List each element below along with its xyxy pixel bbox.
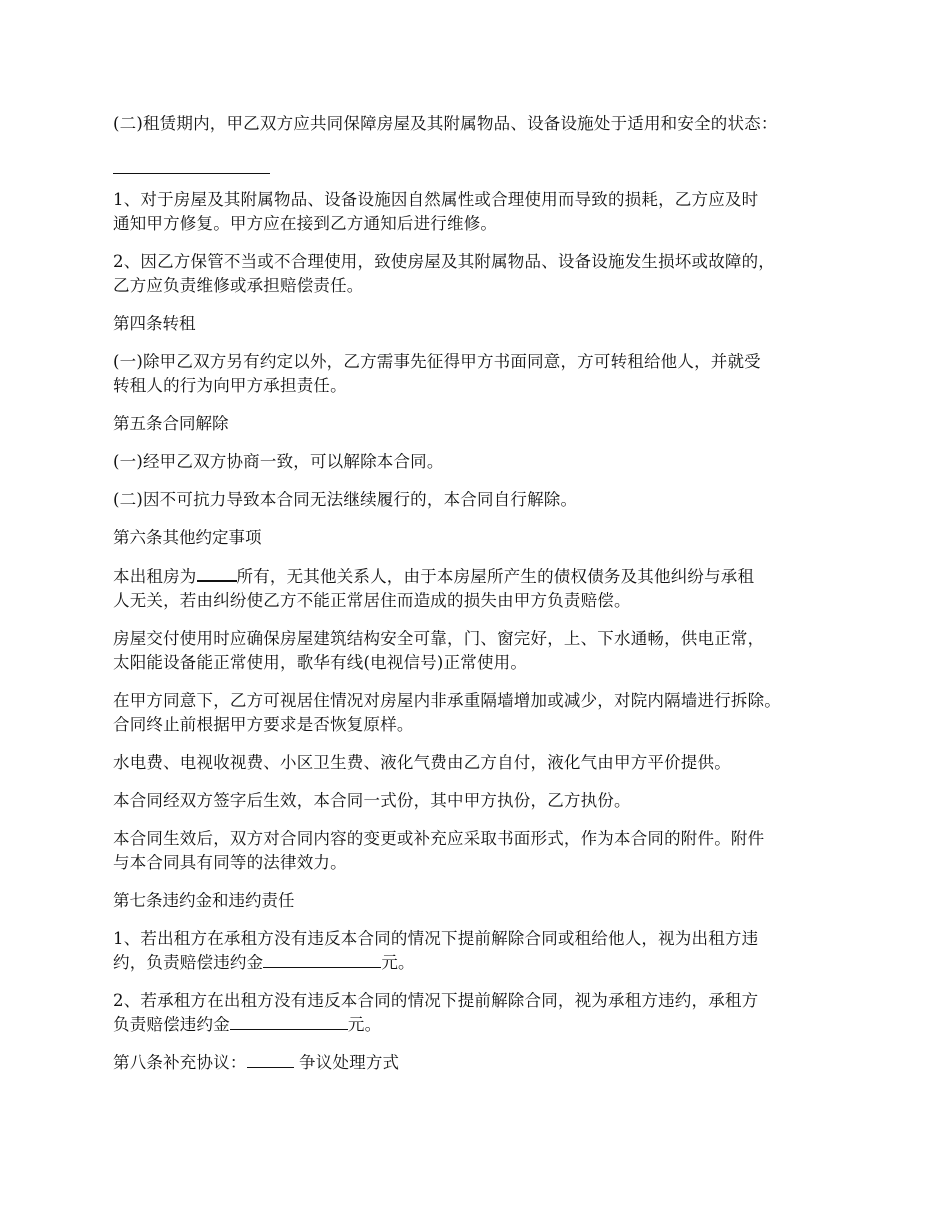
text-line: 本合同生效后，双方对合同内容的变更或补充应采取书面形式，作为本合同的附件。附件: [113, 829, 765, 848]
text-line: 房屋交付使用时应确保房屋建筑结构安全可靠，门、窗完好，上、下水通畅，供电正常，: [113, 629, 765, 648]
text-line: (一)除甲乙双方另有约定以外，乙方需事先征得甲方书面同意，方可转租给他人，并就受: [113, 352, 761, 371]
text-segment: 约，负责赔偿违约金: [113, 953, 264, 972]
text-line: 2、因乙方保管不当或不合理使用，致使房屋及其附属物品、设备设施发生损坏或故障的，: [113, 252, 775, 271]
paragraph-termination-2: [113, 488, 843, 512]
penalty-amount-blank: [230, 1013, 348, 1030]
text-line: 太阳能设备能正常使用，歌华有线(电视信号)正常使用。: [113, 653, 528, 672]
text-segment: 负责赔偿违约金: [113, 1015, 230, 1034]
text-line: 在甲方同意下，乙方可视居住情况对房屋内非承重隔墙增加或减少，对院内隔墙进行拆除。: [113, 691, 781, 710]
text-line: 合同终止前根据甲方要求是否恢复原样。: [113, 715, 414, 734]
owner-blank: [197, 564, 237, 582]
text-line: [113, 1051, 843, 1075]
document-page: [113, 112, 843, 1089]
paragraph-amendments: [113, 827, 843, 875]
text-line: 1、若出租方在承租方没有违反本合同的情况下提前解除合同或租给他人，视为出租方违: [113, 929, 759, 948]
paragraph-supplementary: [113, 1051, 843, 1075]
text-line: [113, 1013, 843, 1037]
text-segment: 元。: [347, 1015, 382, 1034]
text-line: [113, 951, 843, 975]
paragraph-lease-period-maintenance: [113, 112, 843, 136]
paragraph-clause-2: [113, 250, 843, 298]
text-line: 本合同经双方签字后生效，本合同一式份，其中甲方执份，乙方执份。: [113, 791, 631, 810]
text-line: 通知甲方修复。甲方应在接到乙方通知后进行维修。: [113, 214, 498, 233]
text-segment: 本出租房为: [113, 567, 197, 586]
supplement-blank: [247, 1051, 294, 1068]
text-line: (二)租赁期内，甲乙双方应共同保障房屋及其附属物品、设备设施处于适用和安全的状态：: [113, 114, 778, 133]
paragraph-ownership: [113, 564, 843, 613]
text-segment: 争议处理方式: [293, 1053, 400, 1072]
text-line: 2、若承租方在出租方没有违反本合同的情况下提前解除合同，视为承租方违约，承租方: [113, 991, 759, 1010]
text-line: 与本合同具有同等的法律效力。: [113, 853, 347, 872]
text-line: 人无关，若由纠纷使乙方不能正常居住而造成的损失由甲方负责赔偿。: [113, 591, 631, 610]
paragraph-lessor-breach: [113, 927, 843, 975]
paragraph-clause-1: [113, 188, 843, 236]
paragraph-copies: [113, 789, 843, 813]
text-line: 1、对于房屋及其附属物品、设备设施因自然属性或合理使用而导致的损耗，乙方应及时: [113, 190, 759, 209]
text-line: 乙方应负责维修或承担赔偿责任。: [113, 276, 364, 295]
section-heading-sublease: 第四条转租: [113, 314, 196, 333]
text-line: (一)经甲乙双方协商一致，可以解除本合同。: [113, 452, 444, 471]
section-heading-penalty: 第七条违约金和违约责任: [113, 891, 295, 910]
penalty-amount-blank: [263, 951, 381, 968]
text-line: (二)因不可抗力导致本合同无法继续履行的，本合同自行解除。: [113, 490, 578, 509]
paragraph-lessee-breach: [113, 989, 843, 1037]
paragraph-partition-walls: [113, 689, 843, 737]
section-heading-termination: 第五条合同解除: [113, 414, 229, 433]
fill-in-blank-line: [113, 150, 270, 174]
paragraph-sublease: [113, 350, 843, 398]
text-segment: 元。: [381, 953, 415, 972]
section-heading-other-terms: 第六条其他约定事项: [113, 528, 262, 547]
text-line: 转租人的行为向甲方承担责任。: [113, 376, 347, 395]
text-line: [113, 564, 843, 589]
paragraph-handover: [113, 627, 843, 675]
text-line: 水电费、电视收视费、小区卫生费、液化气费由乙方自付，液化气由甲方平价提供。: [113, 753, 731, 772]
paragraph-termination-1: [113, 450, 843, 474]
text-segment: 所有，无其他关系人，由于本房屋所产生的债权债务及其他纠纷与承租: [236, 567, 755, 586]
text-segment: 第八条补充协议：: [113, 1053, 247, 1072]
paragraph-utilities: [113, 751, 843, 775]
